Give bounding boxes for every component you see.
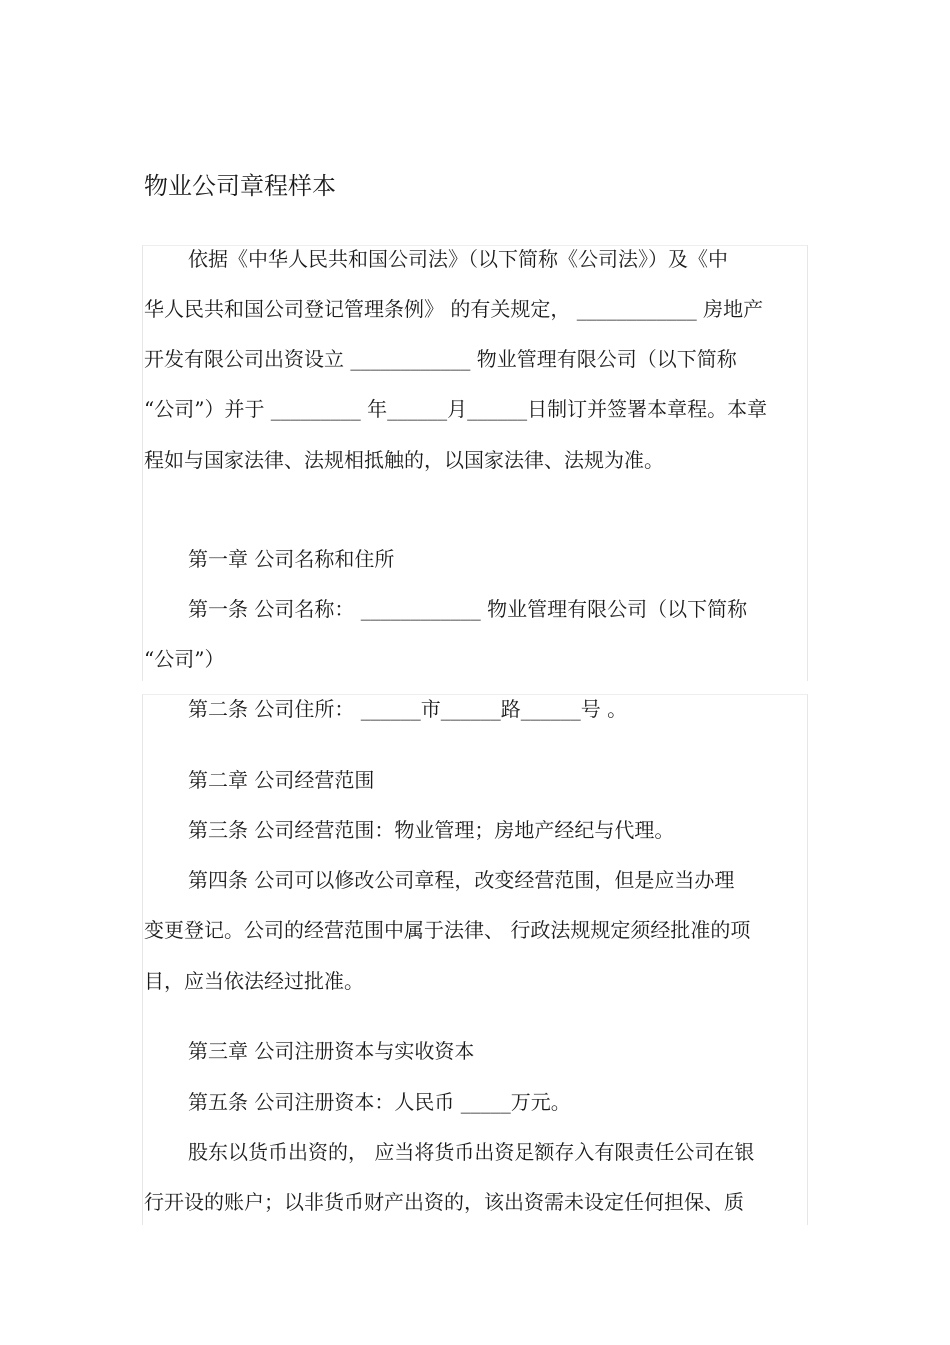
article-line: 第三条 公司经营范围：物业管理；房地产经纪与代理。 bbox=[188, 818, 675, 842]
chapter-heading: 第三章 公司注册资本与实收资本 bbox=[188, 1039, 475, 1063]
chapter-heading: 第二章 公司经营范围 bbox=[188, 768, 375, 792]
paragraph-line: “公司”）并于 _________ 年______月______日制订并签署本章程。本章 bbox=[144, 397, 768, 421]
article-line: 第一条 公司名称： ____________ 物业管理有限公司（以下简称 bbox=[188, 597, 748, 621]
paragraph-line: 程如与国家法律、法规相抵触的，以国家法律、法规为准。 bbox=[144, 448, 664, 472]
article-line: 目，应当依法经过批准。 bbox=[144, 969, 364, 993]
article-line: 第五条 公司注册资本：人民币 _____万元。 bbox=[188, 1090, 571, 1114]
article-line: 行开设的账户；以非货币财产出资的，该出资需未设定任何担保、质 bbox=[144, 1190, 744, 1214]
article-line: 变更登记。公司的经营范围中属于法律、 行政法规规定须经批准的项 bbox=[144, 918, 751, 942]
document-title: 物业公司章程样本 bbox=[144, 172, 336, 200]
chapter-heading: 第一章 公司名称和住所 bbox=[188, 547, 395, 571]
paragraph-line: 华人民共和国公司登记管理条例》 的有关规定， ____________ 房地产 bbox=[144, 297, 764, 321]
paragraph-line: 开发有限公司出资设立 ____________ 物业管理有限公司（以下简称 bbox=[144, 347, 737, 371]
article-line: 第二条 公司住所： ______市______路______号 。 bbox=[188, 697, 628, 721]
article-line: “公司”） bbox=[144, 647, 225, 671]
paragraph-line: 依据《中华人民共和国公司法》（以下简称《公司法》）及《中 bbox=[188, 247, 728, 271]
article-line: 第四条 公司可以修改公司章程，改变经营范围，但是应当办理 bbox=[188, 868, 735, 892]
article-line: 股东以货币出资的， 应当将货币出资足额存入有限责任公司在银 bbox=[188, 1140, 755, 1164]
